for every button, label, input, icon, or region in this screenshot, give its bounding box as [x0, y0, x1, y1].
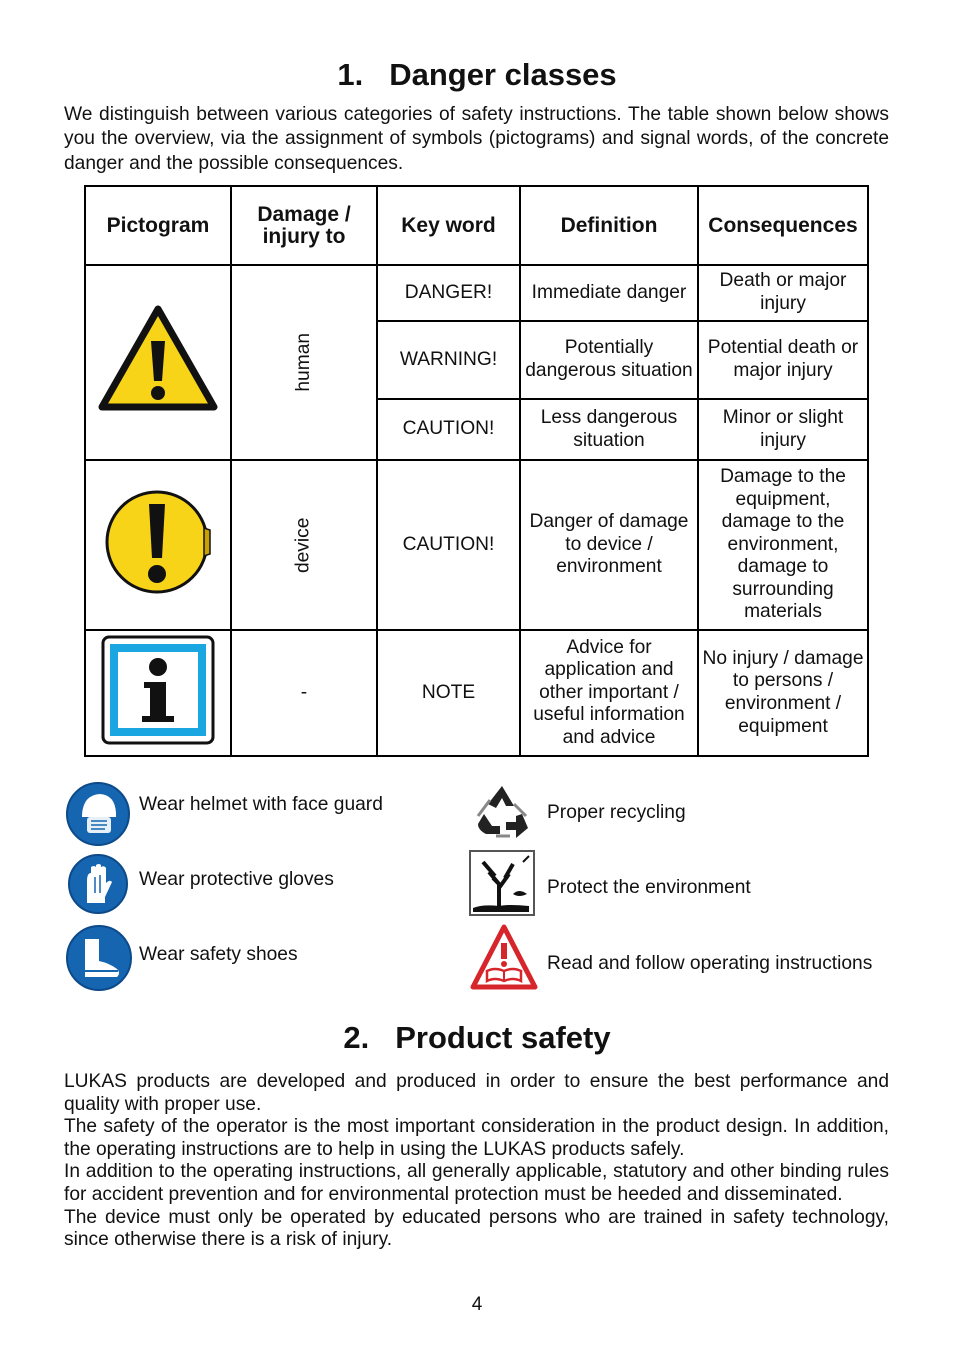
keyword-cell: DANGER!: [377, 265, 520, 321]
header-definition: Definition: [520, 186, 698, 265]
table-row: [85, 460, 868, 630]
paragraph: LUKAS products are developed and produced in order to ensure the best performance and quality with proper use.: [64, 1071, 889, 1115]
keyword-cell: CAUTION!: [377, 399, 520, 460]
symbol-item: [139, 867, 334, 892]
consequences-cell: Damage to the equipment, damage to the environment, damage to surrounding materials: [698, 460, 868, 630]
definition-cell: Potentially dangerous situation: [520, 321, 698, 399]
keyword-cell: WARNING!: [377, 321, 520, 399]
intro-text: We distinguish between various categories of safety instructions. The table shown below shows you the overview, via the assignment of symbols (pictograms) and signal words, of the concrete danger and the possible consequences.: [64, 104, 889, 174]
recycling-icon: [470, 780, 534, 849]
product-safety-text: [64, 1071, 889, 1252]
danger-classes-table: [84, 185, 869, 757]
symbol-label: Wear safety shoes: [139, 944, 298, 965]
symbol-item: [547, 800, 686, 825]
keyword-cell: NOTE: [377, 630, 520, 756]
caution-circle-icon: [102, 488, 214, 596]
helmet-face-guard-icon: [65, 781, 133, 852]
header-damage: Damage / injury to: [231, 186, 377, 265]
symbol-label: Wear protective gloves: [139, 869, 334, 890]
symbol-label: Read and follow operating instructions: [547, 953, 873, 974]
consequences-cell: Minor or slight injury: [698, 399, 868, 460]
consequences-cell: Death or major injury: [698, 265, 868, 321]
protective-gloves-icon: [65, 853, 133, 920]
read-instructions-icon: [469, 923, 539, 998]
warning-triangle-icon: [96, 303, 220, 415]
definition-cell: Immediate danger: [520, 265, 698, 321]
symbol-item: [139, 792, 383, 817]
intro-paragraph: [64, 103, 889, 176]
definition-cell: Less dangerous situation: [520, 399, 698, 460]
consequences-cell: Potential death or major injury: [698, 321, 868, 399]
target-device-label: device: [292, 517, 314, 573]
table-header-row: [85, 186, 868, 265]
keyword-cell: CAUTION!: [377, 460, 520, 630]
symbol-label: Wear helmet with face guard: [139, 794, 383, 815]
protect-environment-icon: [469, 850, 535, 921]
section-number: 1.: [337, 57, 364, 92]
section-number: 2.: [343, 1020, 370, 1055]
target-cell-note: -: [231, 630, 377, 756]
consequences-cell: No injury / damage to persons / environment / equipment: [698, 630, 868, 756]
section-heading-danger-classes: [0, 57, 954, 93]
header-pictogram: Pictogram: [85, 186, 231, 265]
info-icon: [100, 634, 216, 746]
symbol-item: [139, 942, 298, 967]
pictogram-cell-note: [85, 630, 231, 756]
header-keyword: Key word: [377, 186, 520, 265]
pictogram-cell-warning: [85, 265, 231, 460]
target-cell-human: [231, 265, 377, 460]
symbol-label: Proper recycling: [547, 802, 686, 823]
target-cell-device: [231, 460, 377, 630]
symbol-label: Protect the environment: [547, 877, 751, 898]
table-row: [85, 265, 868, 321]
paragraph: In addition to the operating instructions, all generally applicable, statutory and other binding rules for accident prevention and for environmental protection must be heeded and disseminated.: [64, 1161, 889, 1205]
target-human-label: human: [292, 333, 314, 392]
safety-shoes-icon: [65, 923, 135, 998]
section-title: Product safety: [395, 1020, 611, 1055]
paragraph: The device must only be operated by educated persons who are trained in safety technology, since otherwise there is a risk of injury.: [64, 1206, 889, 1251]
definition-cell: Advice for application and other important / useful information and advice: [520, 630, 698, 756]
pictogram-cell-device: [85, 460, 231, 630]
header-consequences: Consequences: [698, 186, 868, 265]
table-row: [85, 630, 868, 756]
page-number: 4: [471, 1294, 483, 1315]
section-heading-product-safety: [0, 1020, 954, 1056]
paragraph: The safety of the operator is the most important consideration in the product design. In addition, the operating instructions are to help in using the LUKAS products safely.: [64, 1116, 889, 1160]
definition-cell: Danger of damage to device / environment: [520, 460, 698, 630]
symbol-item: [547, 951, 877, 976]
section-title: Danger classes: [389, 57, 617, 92]
symbol-item: [547, 875, 751, 900]
